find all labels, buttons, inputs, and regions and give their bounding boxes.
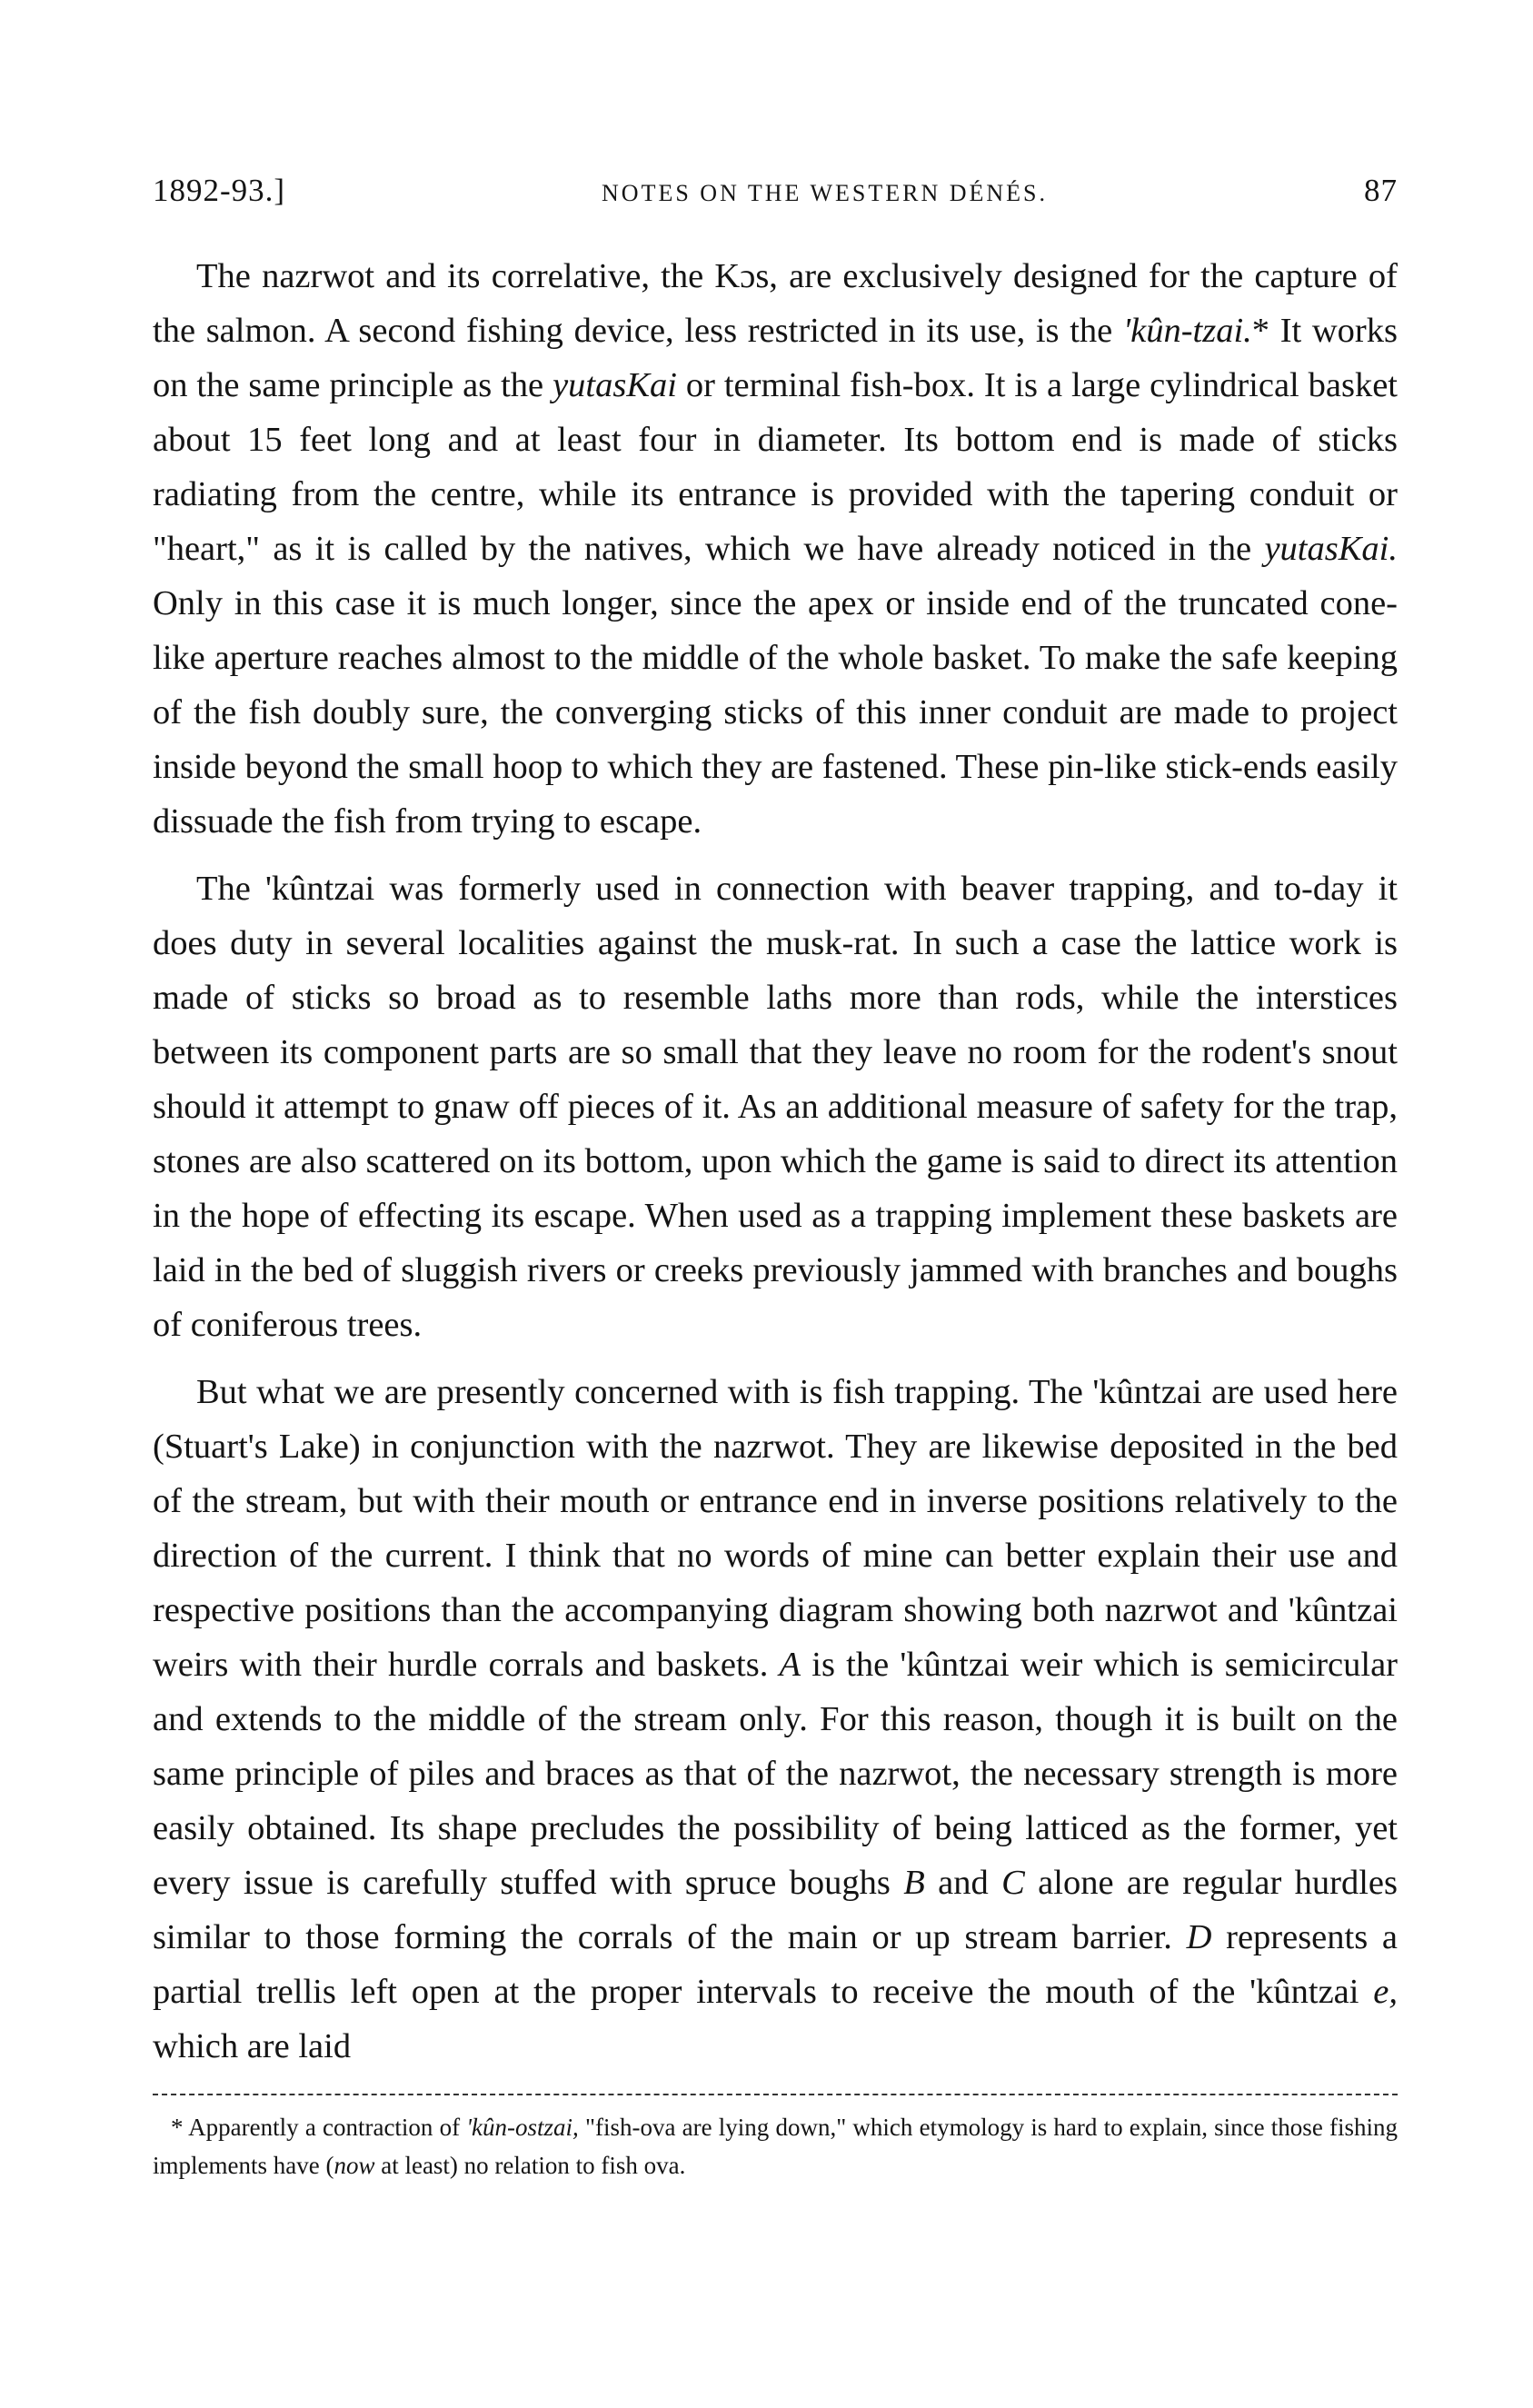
- header-volume-years: 1892-93.]: [153, 173, 286, 208]
- page-number: 87: [1363, 173, 1398, 208]
- body-text: [153, 249, 1398, 2074]
- running-header: [153, 173, 1398, 209]
- header-title: NOTES ON THE WESTERN DÉNÉS.: [602, 180, 1049, 206]
- paragraph-2: The 'kûntzai was formerly used in connection with beaver trapping, and to-day it does duty in several localities against the musk-rat. In such a case the lattice work is made of sticks so broad as to resemble laths more than rods, while the interstices between its component parts are so small that they leave no room for the rodent's snout should it attempt to gnaw off pieces of it. As an additional measure of safety for the trap, stones are also scattered on its bottom, upon which the game is said to direct its attention in the hope of effecting its escape. When used as a trapping implement these baskets are laid in the bed of sluggish rivers or creeks previously jammed with branches and boughs of coniferous trees.: [153, 870, 1398, 1344]
- footnote: * Apparently a contraction of 'kûn-ostzai, "fish-ova are lying down," which etymology is hard to explain, since those fishing implements have (now at least) no relation to fish ova.: [153, 2114, 1398, 2179]
- paragraph-1: The nazrwot and its correlative, the Kɔs, are exclusively designed for the capture of the salmon. A second fishing device, less restricted in its use, is the 'kûn-tzai.* It works on the same principle as the yutasKai or terminal fish-box. It is a large cylindrical basket about 15 feet long and at least four in diameter. Its bottom end is made of sticks radiating from the centre, while its entrance is provided with the tapering conduit or "heart," as it is called by the natives, which we have already noticed in the yutasKai. Only in this case it is much longer, since the apex or inside end of the truncated cone-like aperture reaches almost to the middle of the whole basket. To make the safe keeping of the fish doubly sure, the converging sticks of this inner conduit are made to project inside beyond the small hoop to which they are fastened. These pin-like stick-ends easily dissuade the fish from trying to escape.: [153, 257, 1398, 841]
- document-page: [153, 173, 1398, 2209]
- footnote-divider: [153, 2094, 1398, 2095]
- paragraph-3: But what we are presently concerned with is fish trapping. The 'kûntzai are used here (Stuart's Lake) in conjunction with the nazrwot. They are likewise deposited in the bed of the stream, but with their mouth or entrance end in inverse positions relatively to the direction of the current. I think that no words of mine can better explain their use and respective positions than the accompanying diagram showing both nazrwot and 'kûntzai weirs with their hurdle corrals and baskets. A is the 'kûntzai weir which is semicircular and extends to the middle of the stream only. For this reason, though it is built on the same principle of piles and braces as that of the nazrwot, the necessary strength is more easily obtained. Its shape precludes the possibility of being latticed as the former, yet every issue is carefully stuffed with spruce boughs B and C alone are regular hurdles similar to those forming the corrals of the main or up stream barrier. D represents a partial trellis left open at the proper intervals to receive the mouth of the 'kûntzai e, which are laid: [153, 1373, 1399, 2065]
